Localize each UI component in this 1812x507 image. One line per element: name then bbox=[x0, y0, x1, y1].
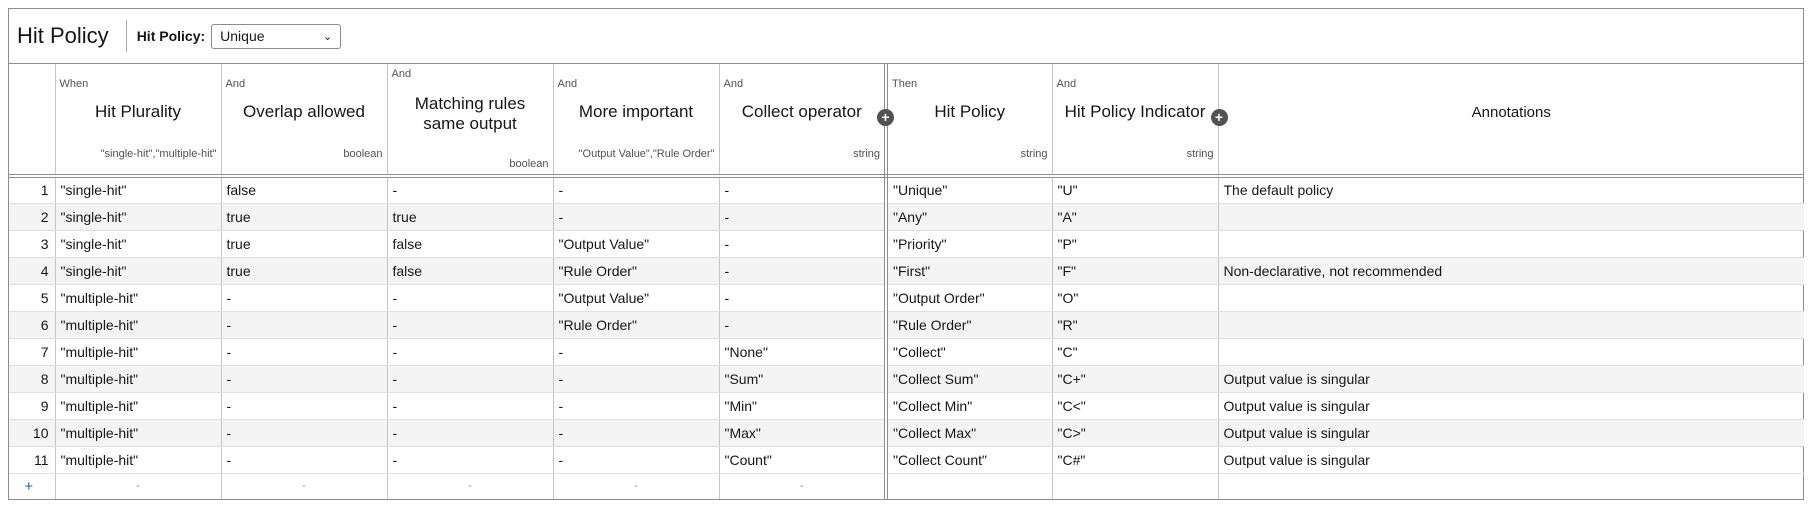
decision-table bbox=[8, 8, 1804, 500]
output-column-hit-policy[interactable] bbox=[886, 64, 1052, 176]
column-name: Overlap allowed bbox=[243, 102, 365, 121]
column-type: string bbox=[1186, 148, 1214, 160]
table-cell[interactable]: - bbox=[553, 176, 719, 203]
column-keyword: Then bbox=[892, 78, 918, 90]
table-cell[interactable]: false bbox=[221, 176, 387, 203]
column-keyword: And bbox=[723, 78, 744, 90]
table-cell[interactable]: - bbox=[387, 392, 553, 419]
index-header bbox=[9, 64, 55, 176]
table-cell[interactable]: - bbox=[553, 446, 719, 473]
table-cell[interactable]: true bbox=[387, 203, 553, 230]
table-cell[interactable]: "P" bbox=[1052, 230, 1218, 257]
table-cell[interactable]: "multiple-hit" bbox=[55, 419, 221, 446]
table-cell[interactable]: Output value is singular bbox=[1218, 392, 1804, 419]
table-cell[interactable]: "Collect Max" bbox=[886, 419, 1052, 446]
column-type: "single-hit","multiple-hit" bbox=[100, 148, 217, 160]
table-cell[interactable]: "Collect" bbox=[886, 338, 1052, 365]
table-cell[interactable]: - bbox=[719, 230, 886, 257]
rules-body bbox=[9, 176, 1804, 499]
table-cell[interactable]: "single-hit" bbox=[55, 203, 221, 230]
table-cell[interactable]: - bbox=[553, 392, 719, 419]
table-cell[interactable]: - bbox=[221, 284, 387, 311]
table-cell[interactable]: "C>" bbox=[1052, 419, 1218, 446]
add-row-cell[interactable] bbox=[1218, 473, 1804, 499]
add-row-placeholder[interactable]: - bbox=[553, 473, 719, 499]
table-cell[interactable]: "Priority" bbox=[886, 230, 1052, 257]
rule-number: 4 bbox=[9, 257, 55, 284]
column-keyword: And bbox=[557, 78, 578, 90]
table-row bbox=[9, 257, 1804, 284]
table-cell[interactable]: Output value is singular bbox=[1218, 446, 1804, 473]
table-cell[interactable]: true bbox=[221, 203, 387, 230]
table-row bbox=[9, 284, 1804, 311]
table-cell[interactable]: "multiple-hit" bbox=[55, 446, 221, 473]
input-column-hit-plurality[interactable] bbox=[55, 64, 221, 176]
table-cell[interactable]: - bbox=[387, 284, 553, 311]
annotations-column[interactable] bbox=[1218, 64, 1804, 176]
rule-number: 3 bbox=[9, 230, 55, 257]
table-cell[interactable]: - bbox=[553, 203, 719, 230]
table-cell[interactable] bbox=[1218, 338, 1804, 365]
table-cell[interactable]: - bbox=[553, 419, 719, 446]
column-name: Matching rules same output bbox=[414, 94, 526, 133]
table-cell[interactable]: "R" bbox=[1052, 311, 1218, 338]
chevron-down-icon: ⌄ bbox=[322, 30, 333, 43]
input-column-overlap-allowed[interactable] bbox=[221, 64, 387, 176]
add-rule-row bbox=[9, 473, 1804, 499]
table-cell[interactable]: - bbox=[221, 311, 387, 338]
hit-policy-select[interactable] bbox=[211, 24, 341, 49]
table-cell[interactable]: "single-hit" bbox=[55, 257, 221, 284]
table-cell[interactable]: "Collect Min" bbox=[886, 392, 1052, 419]
column-name: More important bbox=[578, 102, 694, 121]
column-keyword: And bbox=[1056, 78, 1077, 90]
table-cell[interactable]: "Collect Sum" bbox=[886, 365, 1052, 392]
input-column-more-important[interactable] bbox=[553, 64, 719, 176]
table-row bbox=[9, 311, 1804, 338]
table-cell[interactable]: "Collect Count" bbox=[886, 446, 1052, 473]
column-keyword: When bbox=[59, 78, 89, 90]
table-cell[interactable]: false bbox=[387, 257, 553, 284]
column-type: "Output Value","Rule Order" bbox=[578, 148, 715, 160]
table-cell[interactable]: - bbox=[719, 257, 886, 284]
rule-number: 5 bbox=[9, 284, 55, 311]
table-cell[interactable]: "multiple-hit" bbox=[55, 365, 221, 392]
table-row bbox=[9, 230, 1804, 257]
column-keyword: And bbox=[391, 68, 412, 80]
column-name: Annotations bbox=[1471, 104, 1551, 121]
table-cell[interactable]: false bbox=[387, 230, 553, 257]
table-cell[interactable]: "Unique" bbox=[886, 176, 1052, 203]
table-row bbox=[9, 338, 1804, 365]
rules-table bbox=[9, 64, 1804, 499]
add-row-placeholder[interactable]: - bbox=[55, 473, 221, 499]
table-cell[interactable]: "single-hit" bbox=[55, 176, 221, 203]
table-row bbox=[9, 365, 1804, 392]
table-row bbox=[9, 392, 1804, 419]
table-cell[interactable]: "Output Value" bbox=[553, 284, 719, 311]
table-cell[interactable]: "Output Value" bbox=[553, 230, 719, 257]
table-title[interactable]: Hit Policy bbox=[17, 23, 109, 48]
table-cell[interactable]: "Output Order" bbox=[886, 284, 1052, 311]
table-cell[interactable]: "A" bbox=[1052, 203, 1218, 230]
rule-number: 10 bbox=[9, 419, 55, 446]
table-cell[interactable]: - bbox=[221, 392, 387, 419]
table-cell[interactable]: - bbox=[719, 311, 886, 338]
table-cell[interactable]: "single-hit" bbox=[55, 230, 221, 257]
column-name: Hit Policy Indicator bbox=[1064, 102, 1206, 121]
table-cell[interactable]: "Min" bbox=[719, 392, 886, 419]
rule-number: 2 bbox=[9, 203, 55, 230]
table-cell[interactable]: "None" bbox=[719, 338, 886, 365]
column-type: string bbox=[1020, 148, 1048, 160]
table-cell[interactable] bbox=[1218, 311, 1804, 338]
table-cell[interactable]: - bbox=[387, 338, 553, 365]
input-column-collect-operator[interactable] bbox=[719, 64, 890, 176]
table-cell[interactable]: "Any" bbox=[886, 203, 1052, 230]
table-cell[interactable]: "Count" bbox=[719, 446, 886, 473]
column-name: Hit Plurality bbox=[95, 102, 181, 121]
table-cell[interactable]: - bbox=[719, 203, 886, 230]
table-cell[interactable]: "Max" bbox=[719, 419, 886, 446]
table-cell[interactable]: "Sum" bbox=[719, 365, 886, 392]
table-cell[interactable]: The default policy bbox=[1218, 176, 1804, 203]
rule-number: 6 bbox=[9, 311, 55, 338]
table-row bbox=[9, 203, 1804, 230]
rule-number: 7 bbox=[9, 338, 55, 365]
add-row-cell[interactable] bbox=[1052, 473, 1218, 499]
add-output-column-icon[interactable]: + bbox=[1211, 109, 1228, 126]
table-cell[interactable]: - bbox=[387, 419, 553, 446]
add-row-placeholder[interactable]: - bbox=[221, 473, 387, 499]
table-header-bar bbox=[9, 9, 1803, 64]
rule-number: 8 bbox=[9, 365, 55, 392]
table-cell[interactable]: "Rule Order" bbox=[553, 257, 719, 284]
table-cell[interactable]: true bbox=[221, 230, 387, 257]
add-row-placeholder[interactable]: - bbox=[387, 473, 553, 499]
hit-policy-label: Hit Policy: bbox=[136, 28, 206, 44]
table-cell[interactable]: - bbox=[221, 419, 387, 446]
table-cell[interactable]: true bbox=[221, 257, 387, 284]
table-cell[interactable]: - bbox=[387, 311, 553, 338]
table-cell[interactable]: Output value is singular bbox=[1218, 365, 1804, 392]
table-row bbox=[9, 419, 1804, 446]
table-cell[interactable]: "multiple-hit" bbox=[55, 311, 221, 338]
column-name: Collect operator bbox=[741, 102, 862, 121]
add-row-cell[interactable] bbox=[886, 473, 1052, 499]
divider bbox=[126, 20, 127, 52]
rule-number: 11 bbox=[9, 446, 55, 473]
table-cell[interactable]: Output value is singular bbox=[1218, 419, 1804, 446]
table-cell[interactable]: - bbox=[221, 338, 387, 365]
column-type: boolean bbox=[509, 158, 549, 170]
rule-number: 1 bbox=[9, 176, 55, 203]
table-cell[interactable]: - bbox=[553, 365, 719, 392]
table-cell[interactable]: - bbox=[387, 365, 553, 392]
table-cell[interactable]: "multiple-hit" bbox=[55, 284, 221, 311]
add-row-placeholder[interactable]: - bbox=[719, 473, 886, 499]
table-cell[interactable]: "U" bbox=[1052, 176, 1218, 203]
table-cell[interactable]: "First" bbox=[886, 257, 1052, 284]
column-type: string bbox=[853, 148, 880, 160]
add-rule-icon[interactable]: + bbox=[9, 473, 55, 499]
table-cell[interactable]: "Rule Order" bbox=[553, 311, 719, 338]
table-cell[interactable]: - bbox=[387, 176, 553, 203]
hit-policy-value: Unique bbox=[220, 28, 265, 44]
table-cell[interactable]: - bbox=[221, 365, 387, 392]
output-column-hit-policy-indicator[interactable] bbox=[1052, 64, 1224, 176]
table-cell[interactable]: - bbox=[719, 284, 886, 311]
table-cell[interactable]: - bbox=[553, 338, 719, 365]
table-cell[interactable]: "Rule Order" bbox=[886, 311, 1052, 338]
table-row bbox=[9, 176, 1804, 203]
table-row bbox=[9, 446, 1804, 473]
table-cell[interactable] bbox=[1218, 230, 1804, 257]
table-cell[interactable]: - bbox=[719, 176, 886, 203]
table-cell[interactable] bbox=[1218, 284, 1804, 311]
table-cell[interactable]: "F" bbox=[1052, 257, 1218, 284]
column-keyword: And bbox=[225, 78, 246, 90]
table-cell[interactable]: "C" bbox=[1052, 338, 1218, 365]
table-cell[interactable]: "C+" bbox=[1052, 365, 1218, 392]
table-cell[interactable]: - bbox=[387, 446, 553, 473]
table-cell[interactable]: "C<" bbox=[1052, 392, 1218, 419]
input-column-matching-rules[interactable] bbox=[387, 64, 553, 176]
table-cell[interactable]: "multiple-hit" bbox=[55, 392, 221, 419]
table-cell[interactable]: "O" bbox=[1052, 284, 1218, 311]
column-headers bbox=[9, 64, 1804, 176]
rule-number: 9 bbox=[9, 392, 55, 419]
column-type: boolean bbox=[343, 148, 383, 160]
table-cell[interactable]: Non-declarative, not recommended bbox=[1218, 257, 1804, 284]
table-cell[interactable]: - bbox=[221, 446, 387, 473]
column-name: Hit Policy bbox=[934, 102, 1006, 121]
table-cell[interactable]: "multiple-hit" bbox=[55, 338, 221, 365]
add-input-column-icon[interactable]: + bbox=[877, 109, 894, 126]
table-cell[interactable]: "C#" bbox=[1052, 446, 1218, 473]
table-cell[interactable] bbox=[1218, 203, 1804, 230]
